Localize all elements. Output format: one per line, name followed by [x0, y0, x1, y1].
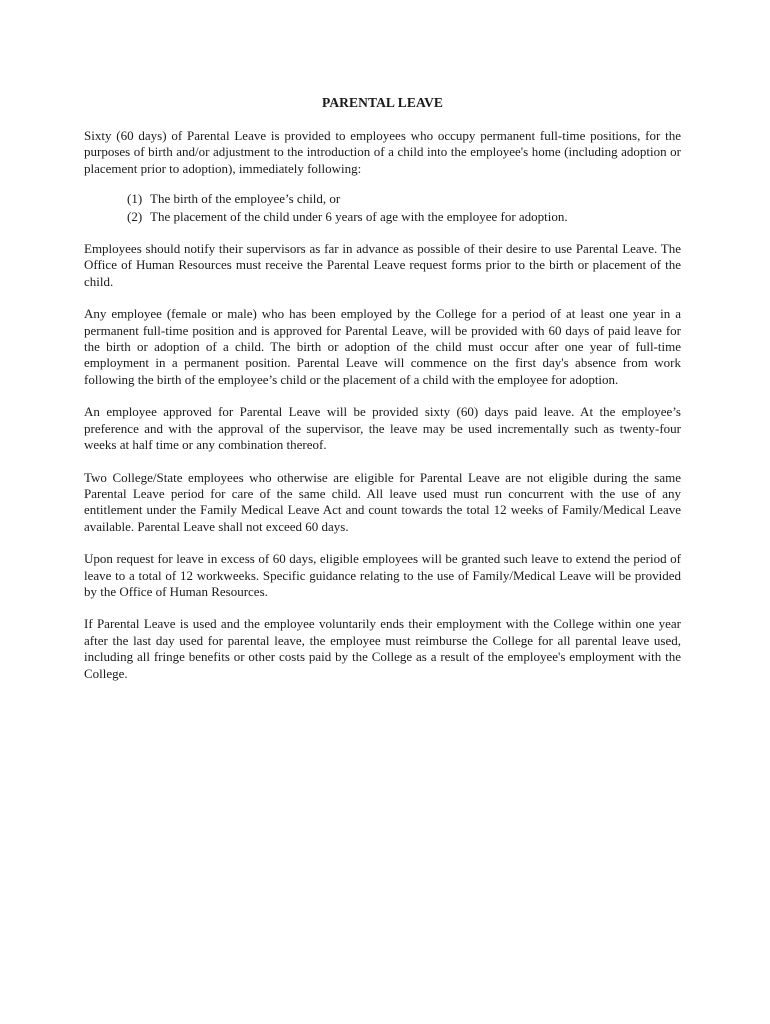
- reimbursement-paragraph: If Parental Leave is used and the employee voluntarily ends their employment with the College within one year after the last day used for parental leave, the employee must reimburse the College for all parental leave used, including all fringe benefits or other costs paid by the College as a result of the employee's employment with the College.: [84, 616, 681, 681]
- extension-paragraph: Upon request for leave in excess of 60 days, eligible employees will be granted such leave to extend the period of leave to a total of 12 workweeks. Specific guidance relating to the use of Family/Medical Leave will be provided by the Office of Human Resources.: [84, 551, 681, 599]
- document-title: PARENTAL LEAVE: [321, 95, 444, 110]
- list-item-text: The birth of the employee’s child, or: [150, 191, 341, 207]
- list-item: [127, 191, 681, 207]
- conditions-list: [127, 191, 681, 225]
- dual-employee-paragraph: Two College/State employees who otherwise are eligible for Parental Leave are not eligible during the same Parental Leave period for care of the same child. All leave used must run concurrent with the use of any entitlement under the Family Medical Leave Act and count towards the total 12 weeks of Family/Medical Leave available. Parental Leave shall not exceed 60 days.: [84, 469, 681, 534]
- list-item-number: (2): [127, 208, 143, 224]
- intro-paragraph: Sixty (60 days) of Parental Leave is provided to employees who occupy permanent full-time positions, for the purposes of birth and/or adjustment to the introduction of a child into the employee's home (including adoption or placement prior to adoption), immediately following:: [84, 128, 681, 176]
- list-item-number: (1): [127, 191, 143, 207]
- list-item-text: The placement of the child under 6 years of age with the employee for adoption.: [150, 208, 568, 224]
- notification-paragraph: Employees should notify their supervisors as far in advance as possible of their desire to use Parental Leave. The Office of Human Resources must receive the Parental Leave request forms prior to the birth or placement of the child.: [84, 241, 681, 289]
- paid-leave-paragraph: An employee approved for Parental Leave will be provided sixty (60) days paid leave. At the employee’s preference and with the approval of the supervisor, the leave may be used incrementally such as twenty-four weeks at half time or any combination thereof.: [84, 404, 681, 453]
- list-item: [127, 209, 681, 225]
- document-page: [84, 94, 681, 698]
- eligibility-paragraph: Any employee (female or male) who has been employed by the College for a period of at least one year in a permanent full-time position and is approved for Parental Leave, will be provided with 60 days of paid leave for the birth or adoption of a child. The birth or adoption of the child must occur after one year of full-time employment in a permanent position. Parental Leave will commence on the first day's absence from work following the birth of the employee’s child or the placement of a child with the employee for adoption.: [84, 306, 681, 387]
